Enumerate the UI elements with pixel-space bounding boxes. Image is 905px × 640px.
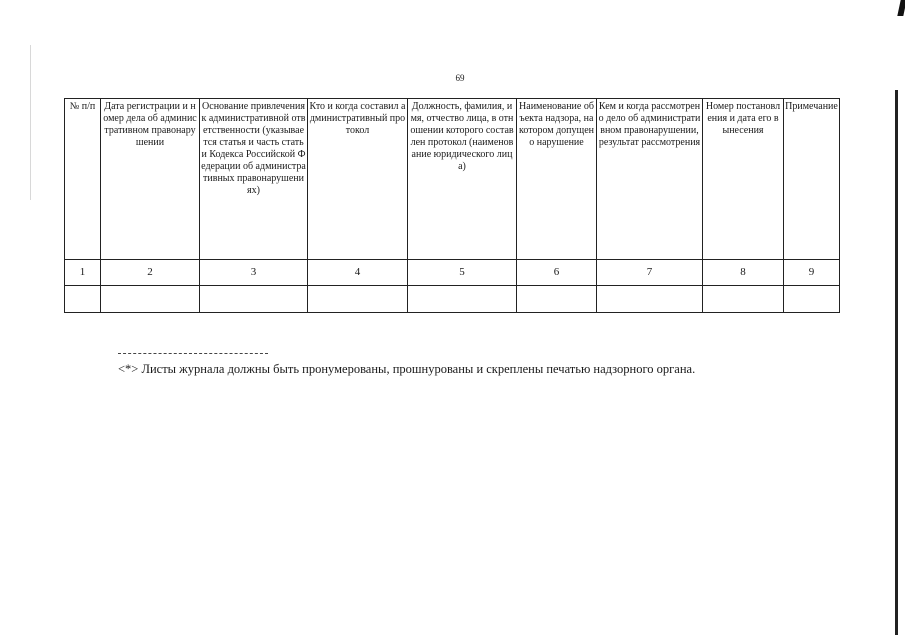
column-number-row bbox=[65, 259, 840, 285]
column-number-cell: 6 bbox=[517, 259, 597, 285]
scan-corner-mark bbox=[897, 0, 905, 16]
page-number: 69 bbox=[455, 73, 465, 83]
empty-cell bbox=[200, 285, 308, 312]
empty-cell bbox=[597, 285, 703, 312]
header-cell-protocol-author: Кто и когда составил административный протокол bbox=[308, 99, 408, 260]
column-number-cell: 1 bbox=[65, 259, 101, 285]
header-cell-review: Кем и когда рассмотрено дело об административном правонарушении, результат рассмотрения bbox=[597, 99, 703, 260]
empty-cell bbox=[408, 285, 517, 312]
header-cell-person: Должность, фамилия, имя, отчество лица, в отношении которого составлен протокол (наименование юридического лица) bbox=[408, 99, 517, 260]
column-number-cell: 5 bbox=[408, 259, 517, 285]
journal-table bbox=[64, 98, 840, 313]
header-cell-number: № п/п bbox=[65, 99, 101, 260]
empty-cell bbox=[703, 285, 784, 312]
header-cell-note: Примечание bbox=[784, 99, 840, 260]
footnote-text: <*> Листы журнала должны быть пронумерованы, прошнурованы и скреплены печатью надзорного органа. bbox=[118, 362, 696, 376]
column-number-cell: 4 bbox=[308, 259, 408, 285]
empty-cell bbox=[65, 285, 101, 312]
empty-cell bbox=[784, 285, 840, 312]
header-cell-registration: Дата регистрации и номер дела об административном правонарушении bbox=[101, 99, 200, 260]
empty-cell bbox=[517, 285, 597, 312]
column-number-cell: 2 bbox=[101, 259, 200, 285]
scan-edge-mark bbox=[30, 45, 31, 200]
header-cell-basis: Основание привлечения к административной ответственности (указывается статья и часть статьи Кодекса Российской Федерации об административных правонарушениях) bbox=[200, 99, 308, 260]
scan-edge-mark bbox=[895, 90, 898, 635]
header-cell-resolution: Номер постановления и дата его вынесения bbox=[703, 99, 784, 260]
empty-cell bbox=[101, 285, 200, 312]
table-header-row bbox=[65, 99, 840, 260]
empty-cell bbox=[308, 285, 408, 312]
column-number-cell: 9 bbox=[784, 259, 840, 285]
column-number-cell: 3 bbox=[200, 259, 308, 285]
header-cell-object: Наименование объекта надзора, на котором допущено нарушение bbox=[517, 99, 597, 260]
table-row bbox=[65, 285, 840, 312]
column-number-cell: 7 bbox=[597, 259, 703, 285]
column-number-cell: 8 bbox=[703, 259, 784, 285]
footnote-separator bbox=[118, 353, 268, 354]
